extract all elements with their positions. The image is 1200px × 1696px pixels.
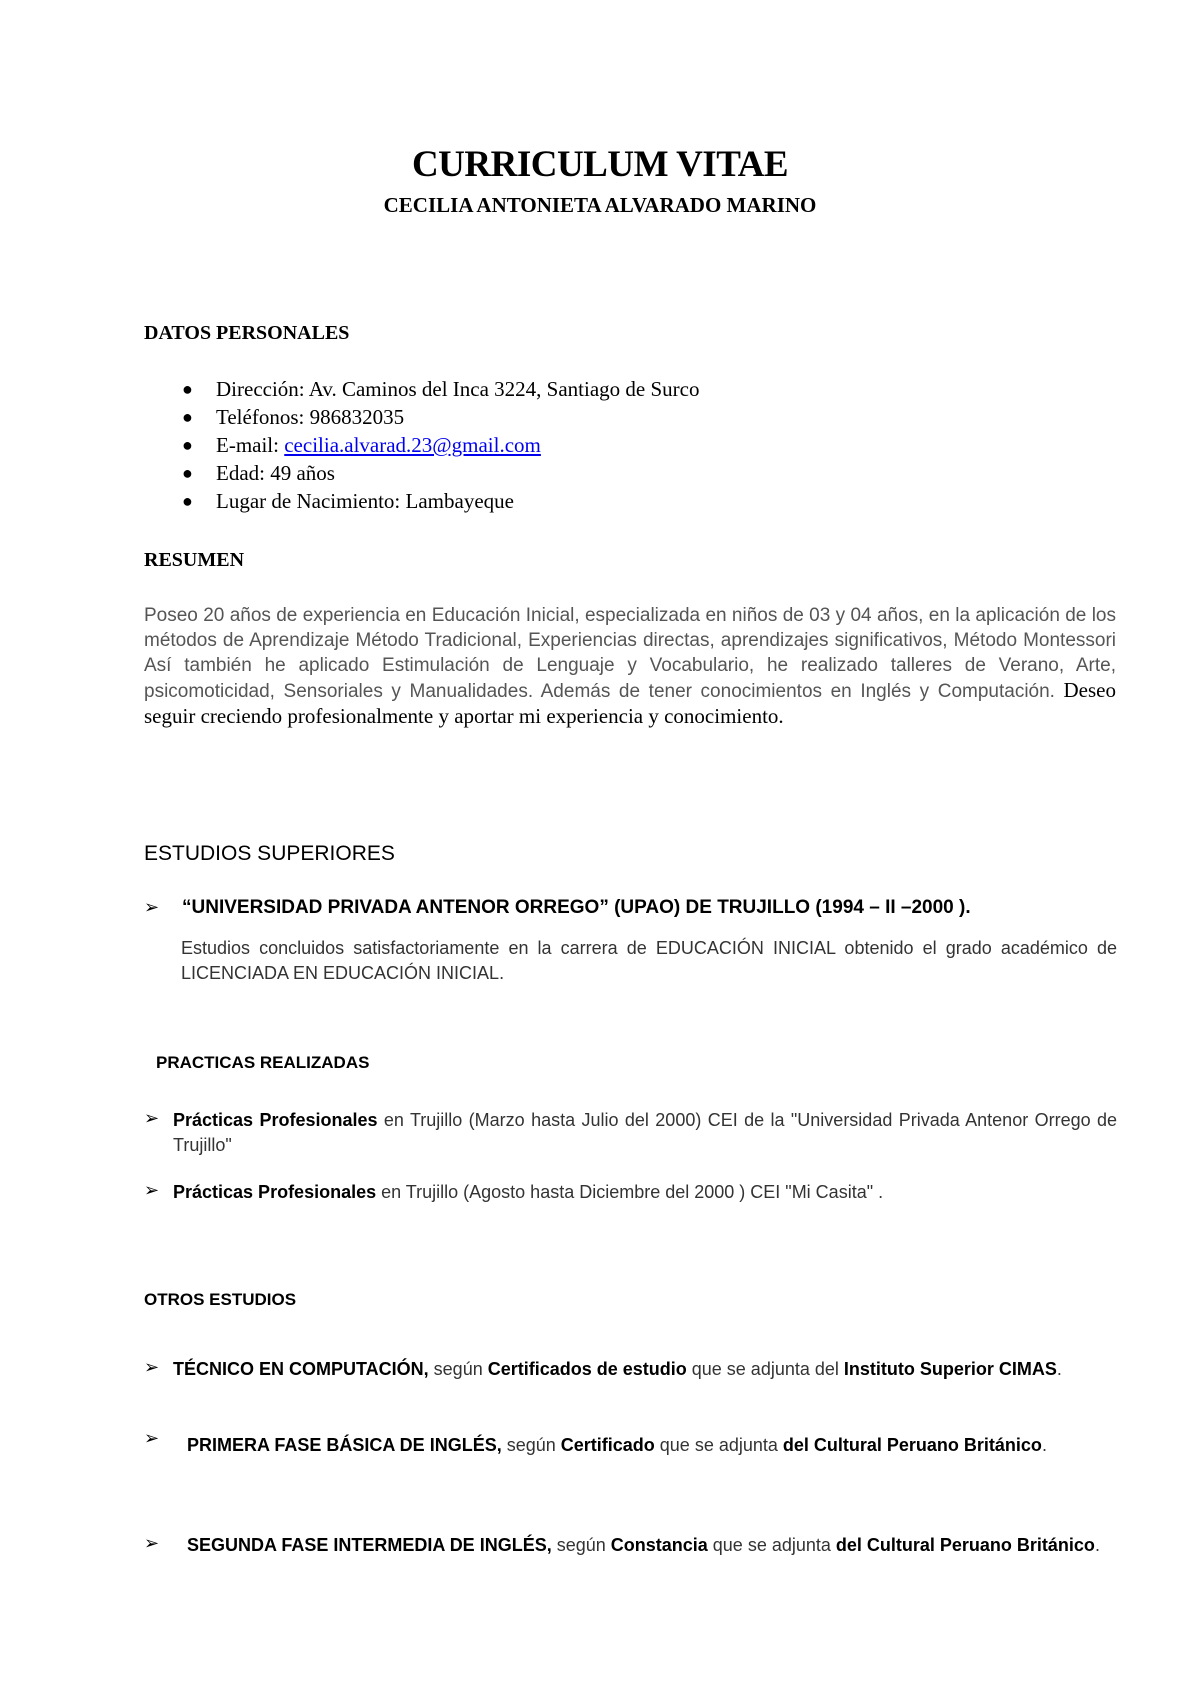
university-description: Estudios concluidos satisfactoriamente en la carrera de EDUCACIÓN INICIAL obtenido el grado académico de LICENCIADA EN EDUCACIÓN INICIAL. xyxy=(181,938,1117,983)
study-text: según xyxy=(551,1535,611,1555)
bullet-icon: ● xyxy=(182,491,193,511)
personal-data-list xyxy=(180,375,699,515)
phone-label: Teléfonos: xyxy=(216,405,310,429)
study-title: TÉCNICO EN COMPUTACIÓN, xyxy=(173,1359,429,1379)
study-institution: del Cultural Peruano Británico xyxy=(782,1435,1042,1455)
other-studies-heading: OTROS ESTUDIOS xyxy=(144,1290,297,1309)
arrow-bullet-icon: ➢ xyxy=(144,1357,160,1377)
arrow-bullet-icon: ➢ xyxy=(144,897,160,917)
study-text: . xyxy=(1056,1359,1062,1379)
bullet-icon: ● xyxy=(182,435,193,455)
bullet-icon: ● xyxy=(182,407,193,427)
bullet-icon: ● xyxy=(182,463,193,483)
study-document: Certificados de estudio xyxy=(487,1359,687,1379)
phone-value: 986832035 xyxy=(309,405,405,429)
internship-detail: en Trujillo (Marzo hasta Julio del 2000) CEI de la "Universidad Privada Antenor Orrego de Trujillo" xyxy=(173,1110,1118,1155)
document-title: CURRICULUM VITAE xyxy=(411,144,789,185)
study-text: según xyxy=(501,1435,561,1455)
study-text: . xyxy=(1094,1535,1100,1555)
summary-paragraph xyxy=(144,603,1116,730)
list-item-birthplace xyxy=(180,487,699,515)
age-label: Edad: xyxy=(216,461,271,485)
study-title: PRIMERA FASE BÁSICA DE INGLÉS, xyxy=(187,1435,502,1455)
internship-title: Prácticas Profesionales xyxy=(173,1110,378,1130)
study-text: que se adjunta del xyxy=(686,1359,844,1379)
study-text: . xyxy=(1041,1435,1047,1455)
summary-heading: RESUMEN xyxy=(144,549,245,571)
summary-text: Poseo 20 años de experiencia en Educación Inicial, especializada en niños de 03 y 04 años, en la aplicación de los métodos de Aprendizaje Método Tradicional, Experiencias directas, aprendizajes significativos, Método Montessori Así también he aplicado Estimulación de Lenguaje y Vocabulario, he realizado talleres de Verano, Arte, psicomoticidad, Sensoriales y Manualidades. Además de tener conocimientos en Inglés y Computación. xyxy=(144,605,1116,702)
internships-heading: PRACTICAS REALIZADAS xyxy=(156,1053,370,1072)
arrow-bullet-icon: ➢ xyxy=(144,1533,160,1553)
email-label: E-mail: xyxy=(216,433,285,457)
bullet-icon: ● xyxy=(182,379,193,399)
personal-data-heading: DATOS PERSONALES xyxy=(144,322,350,344)
study-text: que se adjunta xyxy=(707,1535,836,1555)
list-item-email xyxy=(180,431,699,459)
study-institution: del Cultural Peruano Británico xyxy=(835,1535,1095,1555)
study-text: que se adjunta xyxy=(654,1435,783,1455)
study-document: Certificado xyxy=(560,1435,655,1455)
internship-detail: en Trujillo (Agosto hasta Diciembre del 2000 ) CEI "Mi Casita" . xyxy=(376,1182,884,1202)
birthplace-value: Lambayeque xyxy=(405,489,514,513)
arrow-bullet-icon: ➢ xyxy=(144,1180,160,1200)
study-text: según xyxy=(428,1359,488,1379)
arrow-bullet-icon: ➢ xyxy=(144,1428,160,1448)
age-value: 49 años xyxy=(270,461,335,485)
list-item-age xyxy=(180,459,699,487)
birthplace-label: Lugar de Nacimiento: xyxy=(216,489,406,513)
address-label: Dirección: xyxy=(216,377,309,401)
university-name: “UNIVERSIDAD PRIVADA ANTENOR ORREGO” (UPAO) DE TRUJILLO (1994 – II –2000 ). xyxy=(182,897,971,918)
summary-text-closing: Deseo seguir creciendo profesionalmente y aportar mi experiencia y conocimiento. xyxy=(144,678,1116,728)
email-link[interactable]: cecilia.alvarad.23@gmail.com xyxy=(284,433,541,457)
study-document: Constancia xyxy=(610,1535,708,1555)
higher-education-heading: ESTUDIOS SUPERIORES xyxy=(144,842,395,865)
study-institution: Instituto Superior CIMAS xyxy=(843,1359,1057,1379)
list-item-phone xyxy=(180,403,699,431)
internship-title: Prácticas Profesionales xyxy=(173,1182,377,1202)
list-item-address xyxy=(180,375,699,403)
candidate-name: CECILIA ANTONIETA ALVARADO MARINO xyxy=(383,193,817,217)
study-title: SEGUNDA FASE INTERMEDIA DE INGLÉS, xyxy=(187,1535,552,1555)
arrow-bullet-icon: ➢ xyxy=(144,1108,160,1128)
address-value: Av. Caminos del Inca 3224, Santiago de Surco xyxy=(308,377,700,401)
